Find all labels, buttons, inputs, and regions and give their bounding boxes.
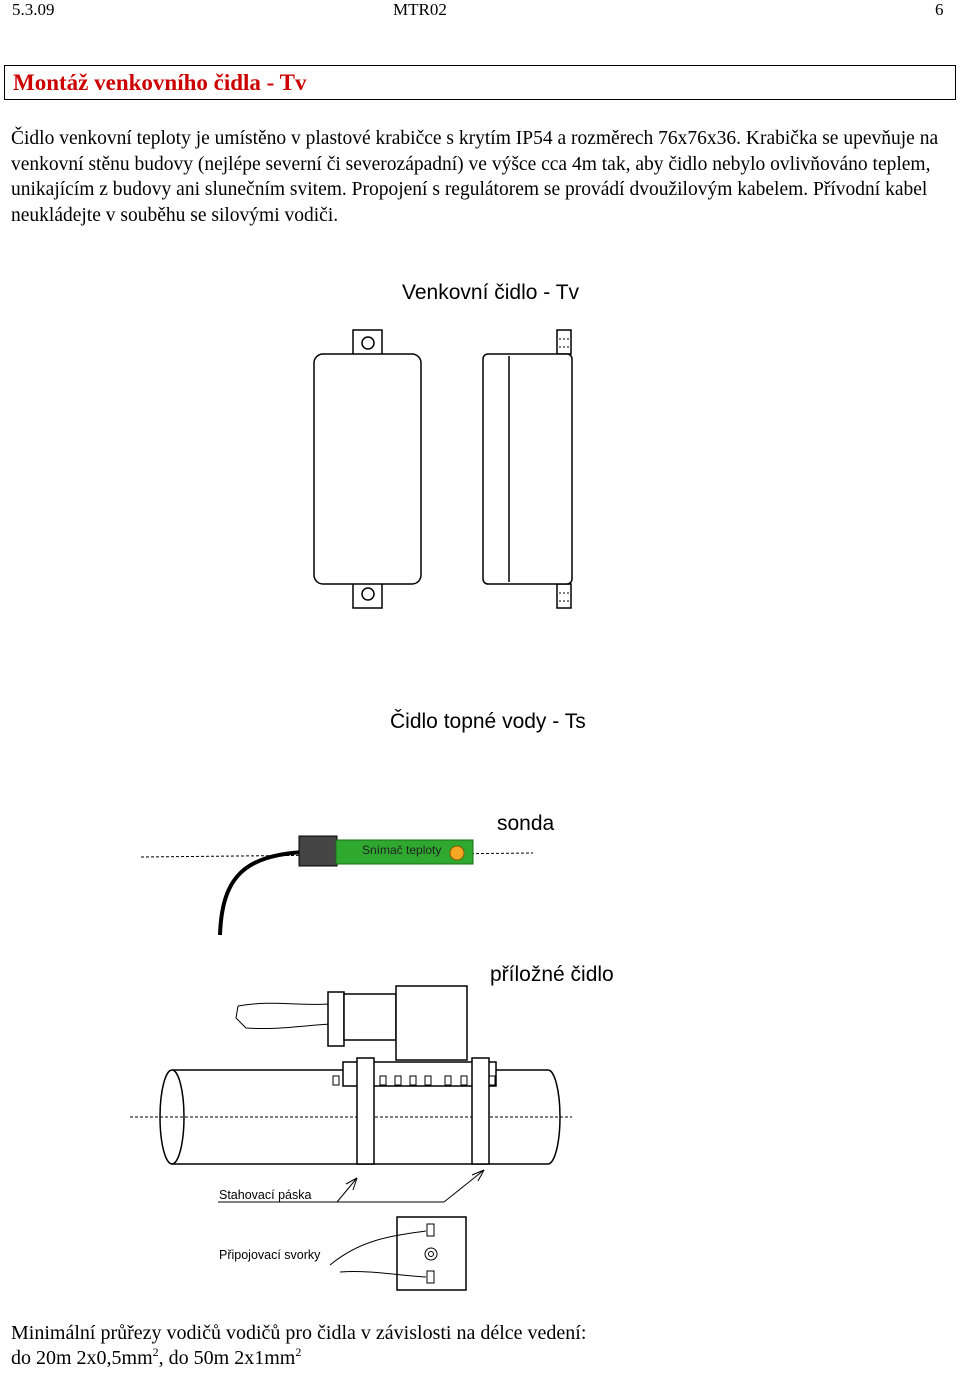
terminal-block-drawing — [330, 1217, 466, 1290]
footer-line-1: Minimální průřezy vodičů vodičů pro čidla v závislosti na délce vedení: — [11, 1322, 587, 1344]
outdoor-sensor-caption: Venkovní čidlo - Tv — [402, 281, 580, 304]
header-model: MTR02 — [393, 0, 447, 19]
water-sensor-caption: Čidlo topné vody - Ts — [390, 710, 586, 733]
immersion-probe-drawing — [141, 836, 533, 935]
outdoor-sensor-side-view — [483, 330, 572, 608]
footer-line-2 — [11, 1347, 301, 1370]
cross-section-50m: , do 50m 2x1mm — [158, 1347, 296, 1369]
cross-section-20m: do 20m 2x0,5mm — [11, 1347, 153, 1369]
probe-label: sonda — [497, 812, 555, 835]
header-date: 5.3.09 — [12, 0, 55, 19]
intro-paragraph: Čidlo venkovní teploty je umístěno v plastové krabičce s krytím IP54 a rozměrech 76x76x36. Krabička se upevňuje na venkovní stěnu budovy (nejlépe severní či severozápadní) ve výšce cca 4m tak, aby čidlo nebylo ovlivňováno teplem, unikajícím z budovy ani slunečním svitem. Propojení s regulátorem se provádí dvoužilovým kabelem. Přívodní kabel neukládejte v souběhu se silovými vodiči. — [11, 128, 939, 226]
superscript-b: 2 — [295, 1345, 302, 1359]
section-title: Montáž venkovního čidla - Tv — [13, 70, 307, 95]
outdoor-sensor-front-view — [314, 330, 421, 608]
header-page-number: 6 — [935, 0, 944, 19]
clamp-sensor-drawing — [130, 986, 572, 1202]
strap-label: Stahovací páska — [219, 1188, 312, 1202]
superscript-a: 2 — [152, 1345, 159, 1359]
clamp-sensor-label: příložné čidlo — [490, 963, 614, 986]
terminals-label: Připojovací svorky — [219, 1248, 321, 1262]
probe-text: Snímač teploty — [362, 843, 442, 857]
